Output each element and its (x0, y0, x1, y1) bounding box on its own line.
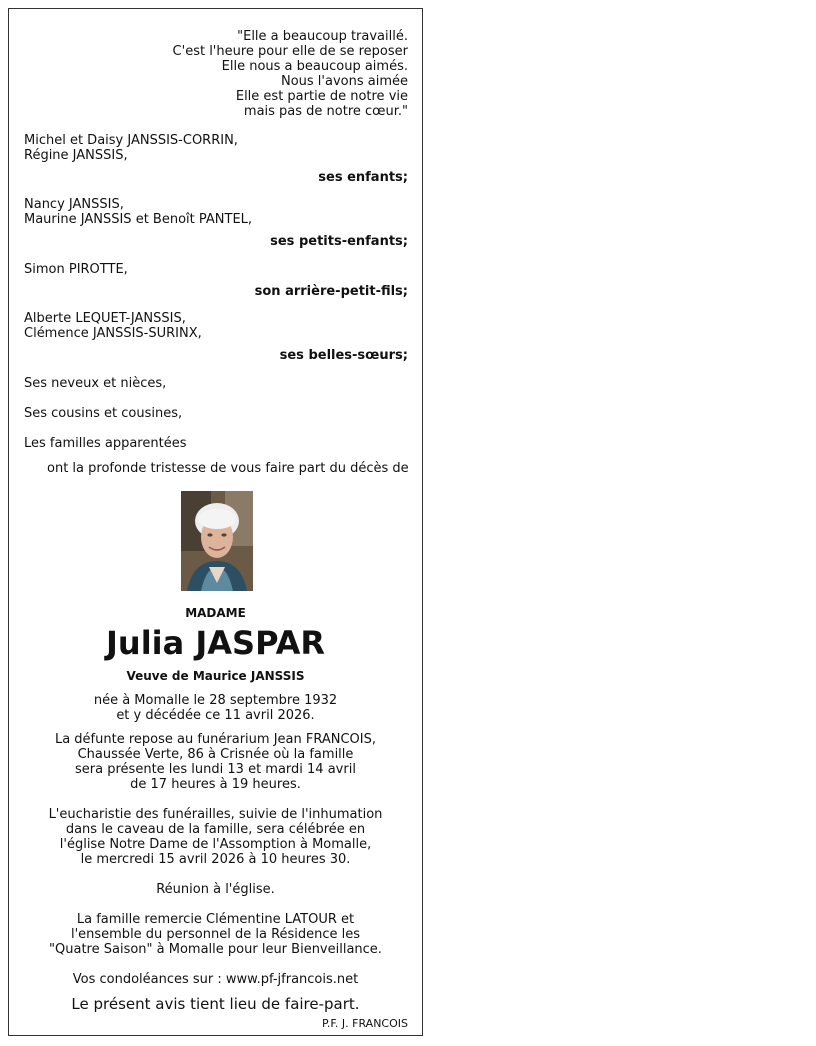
obituary-notice (8, 8, 423, 1036)
great-grandchild-label: son arrière-petit-fils; (254, 284, 408, 299)
family-name-line: Simon PIROTTE, (24, 262, 128, 277)
deceased-name: Julia JASPAR (106, 624, 325, 662)
thanks-line: l'ensemble du personnel de la Résidence les (70, 927, 361, 942)
funeral-home-signature: P.F. J. FRANCOIS (321, 1017, 408, 1030)
faire-part-line: Le présent avis tient lieu de faire-part. (71, 995, 360, 1013)
reunion-line: Réunion à l'église. (156, 882, 275, 897)
sisters-in-law-label: ses belles-sœurs; (279, 348, 408, 363)
visitation-line: de 17 heures à 19 heures. (130, 777, 301, 792)
family-name-line: Régine JANSSIS, (24, 148, 128, 163)
visitation-line: sera présente les lundi 13 et mardi 14 avril (75, 762, 356, 777)
great-grandchild-names (24, 262, 128, 277)
funeral-line: L'eucharistie des funérailles, suivie de l'inhumation (48, 807, 383, 822)
quote-line: mais pas de notre cœur." (243, 104, 408, 119)
nephews-line: Ses neveux et nièces, (24, 376, 167, 391)
funeral-line: l'église Notre Dame de l'Assomption à Momalle, (59, 837, 372, 852)
quote-line: Nous l'avons aimée (280, 74, 408, 89)
widow-of-line: Veuve de Maurice JANSSIS (126, 669, 305, 683)
visitation-line: La défunte repose au funérarium Jean FRANCOIS, (54, 732, 377, 747)
sisters-in-law-names (24, 311, 202, 341)
children-names (24, 133, 238, 163)
grandchildren-label: ses petits-enfants; (270, 234, 408, 249)
quote-line: "Elle a beaucoup travaillé. (237, 29, 408, 44)
family-name-line: Nancy JANSSIS, (24, 197, 124, 212)
funeral-line: dans le caveau de la famille, sera célébrée en (65, 822, 366, 837)
birth-death-line: née à Momalle le 28 septembre 1932 (93, 693, 338, 708)
family-name-line: Clémence JANSSIS-SURINX, (24, 326, 202, 341)
quote-line: Elle est partie de notre vie (235, 89, 408, 104)
thanks-line: La famille remercie Clémentine LATOUR et (76, 912, 355, 927)
family-name-line: Michel et Daisy JANSSIS-CORRIN, (24, 133, 238, 148)
quote-line: Elle nous a beaucoup aimés. (221, 59, 408, 74)
deceased-portrait-photo (181, 491, 253, 591)
quote-line: C'est l'heure pour elle de se reposer (172, 44, 408, 59)
announcement-line: ont la profonde tristesse de vous faire part du décès de (47, 461, 409, 476)
visitation-line: Chaussée Verte, 86 à Crisnée où la famille (77, 747, 354, 762)
funeral-line: le mercredi 15 avril 2026 à 10 heures 30. (80, 852, 351, 867)
family-name-line: Alberte LEQUET-JANSSIS, (24, 311, 186, 326)
thanks-block (9, 912, 422, 957)
family-name-line: Maurine JANSSIS et Benoît PANTEL, (24, 212, 253, 227)
grandchildren-names (24, 197, 252, 227)
condolences-line: Vos condoléances sur : www.pf-jfrancois.net (72, 972, 359, 987)
birth-death-block (9, 693, 422, 723)
epitaph-quote (173, 29, 408, 119)
deceased-title: MADAME (185, 606, 246, 620)
funeral-block (9, 807, 422, 867)
cousins-line: Ses cousins et cousines, (24, 406, 183, 421)
birth-death-line: et y décédée ce 11 avril 2026. (116, 708, 315, 723)
families-line: Les familles apparentées (24, 436, 187, 451)
children-label: ses enfants; (318, 170, 408, 185)
visitation-block (9, 732, 422, 792)
thanks-line: "Quatre Saison" à Momalle pour leur Bienveillance. (49, 942, 382, 957)
